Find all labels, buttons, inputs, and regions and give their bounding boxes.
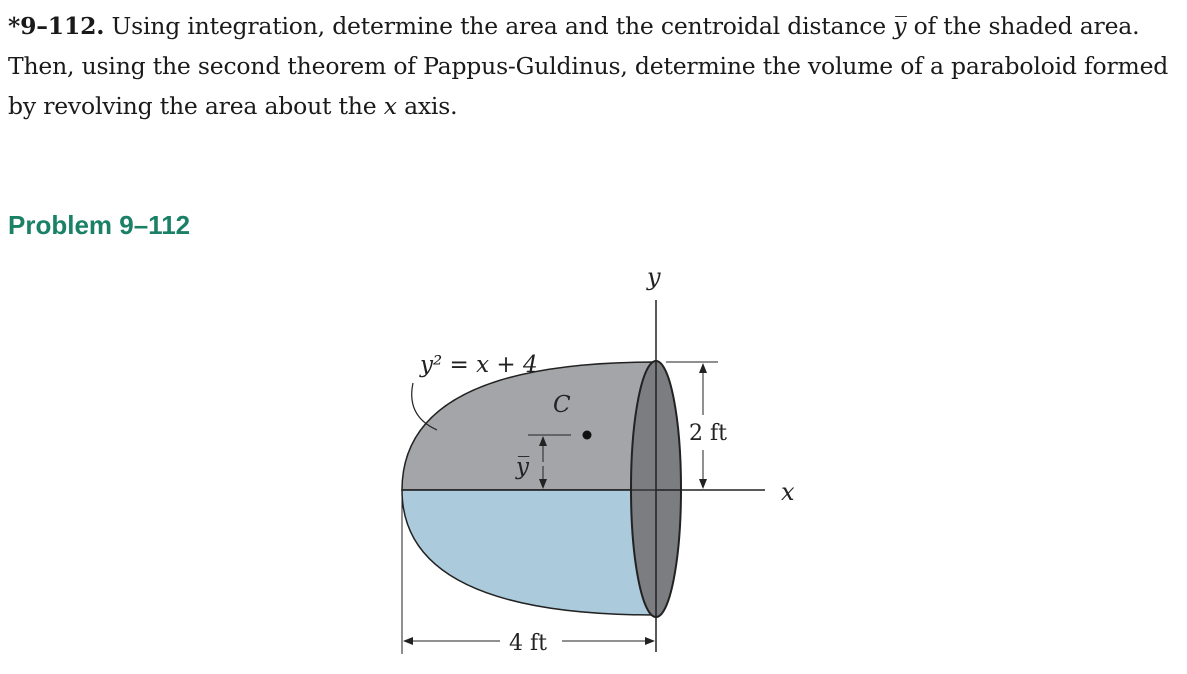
equation-label: y² = x + 4 bbox=[420, 352, 538, 378]
problem-text-1: Using integration, determine the area and the centroidal distance bbox=[111, 12, 886, 40]
lower-volume-face bbox=[402, 490, 655, 615]
axis-variable: x bbox=[383, 92, 397, 120]
y-axis-label: y bbox=[647, 263, 661, 291]
centroid-label: C bbox=[553, 392, 571, 418]
x-axis-label: x bbox=[781, 478, 795, 506]
height-dimension-label: 2 ft bbox=[689, 421, 727, 446]
width-dimension-label: 4 ft bbox=[509, 631, 547, 656]
ybar-label: y̅ bbox=[516, 454, 529, 480]
problem-text-2: of the shaded area. Then, using the second theorem of Pappus-Guldinus, determine the volume of a paraboloid formed by revolving the area about the bbox=[8, 12, 1169, 120]
centroid-dot bbox=[583, 431, 592, 440]
problem-number: *9–112. bbox=[8, 12, 105, 40]
problem-text-3: axis. bbox=[404, 92, 458, 120]
figure-caption: Problem 9–112 bbox=[8, 210, 191, 240]
ybar-symbol: y̅ bbox=[893, 12, 907, 40]
